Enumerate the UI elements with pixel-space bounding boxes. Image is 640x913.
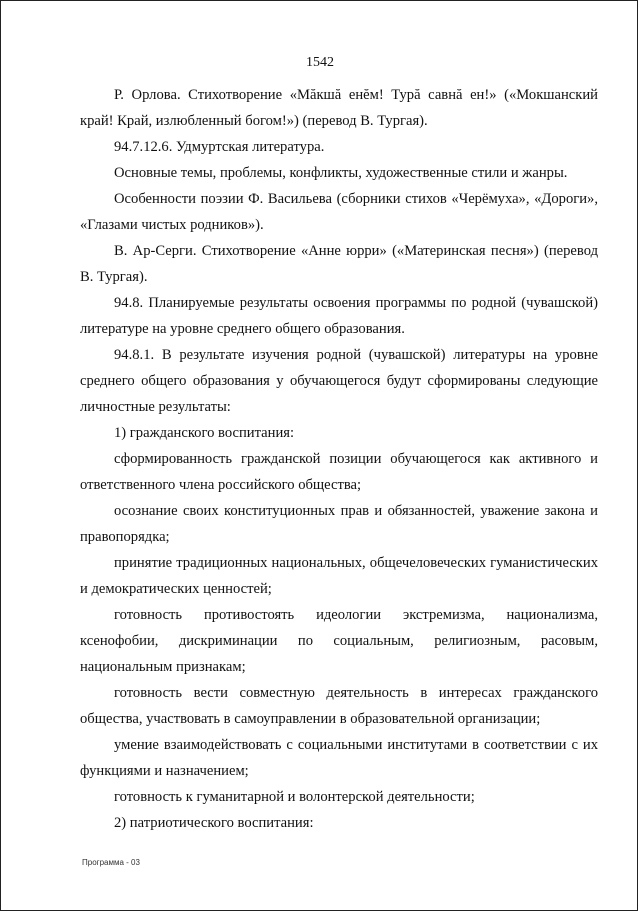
paragraph: Р. Орлова. Стихотворение «Мăкшă енĕм! Турă савнă ен!» («Мокшанский край! Край, излюбленный богом!») (перевод В. Тургая). <box>80 87 598 129</box>
list-item: умение взаимодействовать с социальными институтами в соответствии с их функциями и назначением; <box>80 737 598 779</box>
list-heading: 2) патриотического воспитания: <box>114 815 314 831</box>
page-number: 1542 <box>306 55 334 70</box>
paragraph: 94.7.12.6. Удмуртская литература. <box>114 139 325 155</box>
paragraph: В. Ар-Серги. Стихотворение «Анне юрри» («Материнская песня») (перевод В. Тургая). <box>80 243 598 285</box>
list-item: готовность противостоять идеологии экстремизма, национализма, ксенофобии, дискриминации по социальным, религиозным, расовым, национальным признакам; <box>80 607 598 675</box>
paragraph: Основные темы, проблемы, конфликты, художественные стили и жанры. <box>114 165 568 181</box>
list-item: готовность вести совместную деятельность в интересах гражданского общества, участвовать в самоуправлении в образовательной организации; <box>80 685 598 727</box>
section-heading: 94.8. Планируемые результаты освоения программы по родной (чувашской) литературе на уровне среднего общего образования. <box>80 295 598 337</box>
footer-label: Программа - 03 <box>82 858 140 867</box>
list-item: сформированность гражданской позиции обучающегося как активного и ответственного члена российского общества; <box>80 451 598 493</box>
document-body <box>80 82 598 836</box>
paragraph: 94.8.1. В результате изучения родной (чувашской) литературы на уровне среднего общего образования у обучающегося будут сформированы следующие личностные результаты: <box>80 347 598 415</box>
list-item: осознание своих конституционных прав и обязанностей, уважение закона и правопорядка; <box>80 503 598 545</box>
paragraph: Особенности поэзии Ф. Васильева (сборники стихов «Черёмуха», «Дороги», «Глазами чистых родников»). <box>80 191 598 233</box>
list-heading: 1) гражданского воспитания: <box>114 425 295 441</box>
list-item: принятие традиционных национальных, общечеловеческих гуманистических и демократических ценностей; <box>80 555 598 597</box>
list-item: готовность к гуманитарной и волонтерской деятельности; <box>114 789 475 805</box>
